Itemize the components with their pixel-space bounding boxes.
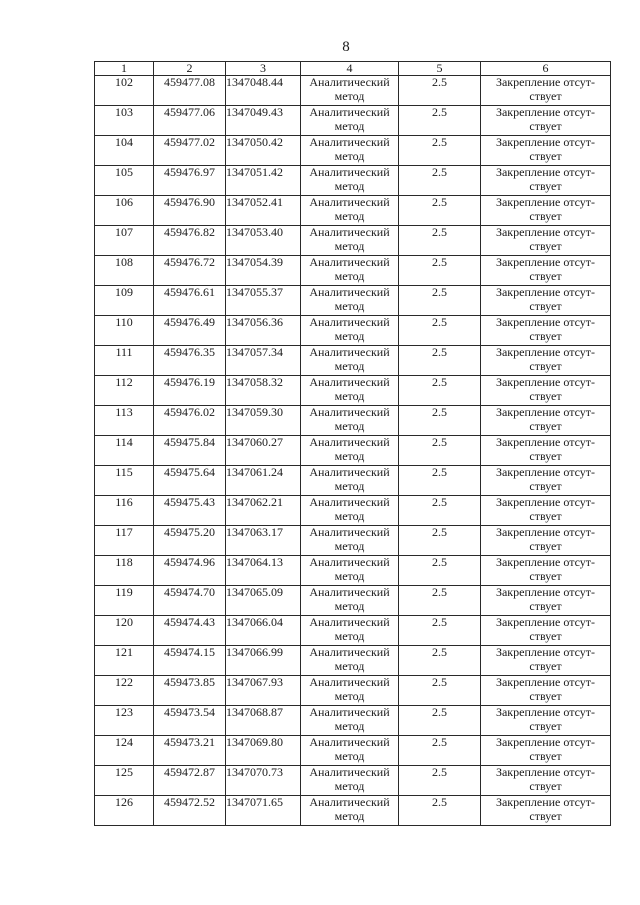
table-row bbox=[95, 136, 611, 166]
marking-cell: Закрепление отсут-ствует bbox=[481, 346, 611, 376]
point-number-cell: 104 bbox=[95, 136, 154, 166]
marking-cell: Закрепление отсут-ствует bbox=[481, 496, 611, 526]
x-coordinate-cell: 459476.97 bbox=[154, 166, 226, 196]
accuracy-cell: 2.5 bbox=[399, 256, 481, 286]
marking-cell: Закрепление отсут-ствует bbox=[481, 286, 611, 316]
method-cell: Аналитический метод bbox=[301, 346, 399, 376]
accuracy-cell: 2.5 bbox=[399, 436, 481, 466]
y-coordinate-cell: 1347058.32 bbox=[226, 376, 301, 406]
point-number-cell: 116 bbox=[95, 496, 154, 526]
method-cell: Аналитический метод bbox=[301, 586, 399, 616]
marking-cell: Закрепление отсут-ствует bbox=[481, 796, 611, 826]
x-coordinate-cell: 459476.19 bbox=[154, 376, 226, 406]
table-body bbox=[95, 76, 611, 826]
y-coordinate-cell: 1347068.87 bbox=[226, 706, 301, 736]
x-coordinate-cell: 459476.72 bbox=[154, 256, 226, 286]
point-number-cell: 119 bbox=[95, 586, 154, 616]
table-row bbox=[95, 106, 611, 136]
column-header: 5 bbox=[399, 62, 481, 76]
marking-cell: Закрепление отсут-ствует bbox=[481, 76, 611, 106]
table-row bbox=[95, 526, 611, 556]
x-coordinate-cell: 459476.02 bbox=[154, 406, 226, 436]
point-number-cell: 103 bbox=[95, 106, 154, 136]
table-row bbox=[95, 706, 611, 736]
y-coordinate-cell: 1347066.04 bbox=[226, 616, 301, 646]
marking-cell: Закрепление отсут-ствует bbox=[481, 766, 611, 796]
x-coordinate-cell: 459473.54 bbox=[154, 706, 226, 736]
page-number: 8 bbox=[342, 39, 350, 55]
table-row bbox=[95, 196, 611, 226]
table-row bbox=[95, 466, 611, 496]
point-number-cell: 109 bbox=[95, 286, 154, 316]
x-coordinate-cell: 459474.96 bbox=[154, 556, 226, 586]
accuracy-cell: 2.5 bbox=[399, 586, 481, 616]
x-coordinate-cell: 459476.82 bbox=[154, 226, 226, 256]
accuracy-cell: 2.5 bbox=[399, 706, 481, 736]
accuracy-cell: 2.5 bbox=[399, 376, 481, 406]
header-row bbox=[95, 62, 611, 76]
point-number-cell: 110 bbox=[95, 316, 154, 346]
method-cell: Аналитический метод bbox=[301, 766, 399, 796]
accuracy-cell: 2.5 bbox=[399, 496, 481, 526]
point-number-cell: 117 bbox=[95, 526, 154, 556]
y-coordinate-cell: 1347051.42 bbox=[226, 166, 301, 196]
table-row bbox=[95, 436, 611, 466]
point-number-cell: 118 bbox=[95, 556, 154, 586]
column-header: 1 bbox=[95, 62, 154, 76]
method-cell: Аналитический метод bbox=[301, 556, 399, 586]
accuracy-cell: 2.5 bbox=[399, 406, 481, 436]
accuracy-cell: 2.5 bbox=[399, 106, 481, 136]
accuracy-cell: 2.5 bbox=[399, 76, 481, 106]
method-cell: Аналитический метод bbox=[301, 226, 399, 256]
method-cell: Аналитический метод bbox=[301, 76, 399, 106]
x-coordinate-cell: 459473.85 bbox=[154, 676, 226, 706]
accuracy-cell: 2.5 bbox=[399, 286, 481, 316]
accuracy-cell: 2.5 bbox=[399, 196, 481, 226]
accuracy-cell: 2.5 bbox=[399, 796, 481, 826]
method-cell: Аналитический метод bbox=[301, 616, 399, 646]
accuracy-cell: 2.5 bbox=[399, 166, 481, 196]
method-cell: Аналитический метод bbox=[301, 466, 399, 496]
method-cell: Аналитический метод bbox=[301, 496, 399, 526]
marking-cell: Закрепление отсут-ствует bbox=[481, 646, 611, 676]
y-coordinate-cell: 1347061.24 bbox=[226, 466, 301, 496]
y-coordinate-cell: 1347071.65 bbox=[226, 796, 301, 826]
marking-cell: Закрепление отсут-ствует bbox=[481, 376, 611, 406]
marking-cell: Закрепление отсут-ствует bbox=[481, 466, 611, 496]
table-row bbox=[95, 376, 611, 406]
x-coordinate-cell: 459477.08 bbox=[154, 76, 226, 106]
table-row bbox=[95, 76, 611, 106]
point-number-cell: 114 bbox=[95, 436, 154, 466]
y-coordinate-cell: 1347070.73 bbox=[226, 766, 301, 796]
y-coordinate-cell: 1347055.37 bbox=[226, 286, 301, 316]
method-cell: Аналитический метод bbox=[301, 136, 399, 166]
table-row bbox=[95, 496, 611, 526]
point-number-cell: 113 bbox=[95, 406, 154, 436]
method-cell: Аналитический метод bbox=[301, 646, 399, 676]
point-number-cell: 123 bbox=[95, 706, 154, 736]
point-number-cell: 122 bbox=[95, 676, 154, 706]
x-coordinate-cell: 459476.61 bbox=[154, 286, 226, 316]
y-coordinate-cell: 1347059.30 bbox=[226, 406, 301, 436]
y-coordinate-cell: 1347052.41 bbox=[226, 196, 301, 226]
marking-cell: Закрепление отсут-ствует bbox=[481, 406, 611, 436]
point-number-cell: 107 bbox=[95, 226, 154, 256]
point-number-cell: 120 bbox=[95, 616, 154, 646]
table-row bbox=[95, 646, 611, 676]
y-coordinate-cell: 1347057.34 bbox=[226, 346, 301, 376]
accuracy-cell: 2.5 bbox=[399, 556, 481, 586]
marking-cell: Закрепление отсут-ствует bbox=[481, 196, 611, 226]
marking-cell: Закрепление отсут-ствует bbox=[481, 166, 611, 196]
marking-cell: Закрепление отсут-ствует bbox=[481, 676, 611, 706]
accuracy-cell: 2.5 bbox=[399, 646, 481, 676]
y-coordinate-cell: 1347066.99 bbox=[226, 646, 301, 676]
marking-cell: Закрепление отсут-ствует bbox=[481, 316, 611, 346]
accuracy-cell: 2.5 bbox=[399, 136, 481, 166]
y-coordinate-cell: 1347065.09 bbox=[226, 586, 301, 616]
column-header: 4 bbox=[301, 62, 399, 76]
x-coordinate-cell: 459473.21 bbox=[154, 736, 226, 766]
table-row bbox=[95, 676, 611, 706]
point-number-cell: 111 bbox=[95, 346, 154, 376]
x-coordinate-cell: 459475.43 bbox=[154, 496, 226, 526]
y-coordinate-cell: 1347048.44 bbox=[226, 76, 301, 106]
y-coordinate-cell: 1347053.40 bbox=[226, 226, 301, 256]
accuracy-cell: 2.5 bbox=[399, 346, 481, 376]
table-row bbox=[95, 346, 611, 376]
y-coordinate-cell: 1347064.13 bbox=[226, 556, 301, 586]
y-coordinate-cell: 1347067.93 bbox=[226, 676, 301, 706]
table-row bbox=[95, 256, 611, 286]
point-number-cell: 112 bbox=[95, 376, 154, 406]
y-coordinate-cell: 1347054.39 bbox=[226, 256, 301, 286]
accuracy-cell: 2.5 bbox=[399, 736, 481, 766]
point-number-cell: 105 bbox=[95, 166, 154, 196]
accuracy-cell: 2.5 bbox=[399, 616, 481, 646]
marking-cell: Закрепление отсут-ствует bbox=[481, 106, 611, 136]
method-cell: Аналитический метод bbox=[301, 286, 399, 316]
accuracy-cell: 2.5 bbox=[399, 316, 481, 346]
method-cell: Аналитический метод bbox=[301, 796, 399, 826]
accuracy-cell: 2.5 bbox=[399, 226, 481, 256]
marking-cell: Закрепление отсут-ствует bbox=[481, 736, 611, 766]
marking-cell: Закрепление отсут-ствует bbox=[481, 256, 611, 286]
method-cell: Аналитический метод bbox=[301, 196, 399, 226]
y-coordinate-cell: 1347063.17 bbox=[226, 526, 301, 556]
y-coordinate-cell: 1347056.36 bbox=[226, 316, 301, 346]
point-number-cell: 124 bbox=[95, 736, 154, 766]
method-cell: Аналитический метод bbox=[301, 376, 399, 406]
point-number-cell: 126 bbox=[95, 796, 154, 826]
method-cell: Аналитический метод bbox=[301, 736, 399, 766]
accuracy-cell: 2.5 bbox=[399, 526, 481, 556]
point-number-cell: 115 bbox=[95, 466, 154, 496]
accuracy-cell: 2.5 bbox=[399, 676, 481, 706]
table-row bbox=[95, 226, 611, 256]
table-row bbox=[95, 736, 611, 766]
marking-cell: Закрепление отсут-ствует bbox=[481, 706, 611, 736]
table-row bbox=[95, 796, 611, 826]
marking-cell: Закрепление отсут-ствует bbox=[481, 436, 611, 466]
point-number-cell: 102 bbox=[95, 76, 154, 106]
table-row bbox=[95, 616, 611, 646]
y-coordinate-cell: 1347050.42 bbox=[226, 136, 301, 166]
table-row bbox=[95, 556, 611, 586]
x-coordinate-cell: 459475.20 bbox=[154, 526, 226, 556]
x-coordinate-cell: 459476.90 bbox=[154, 196, 226, 226]
y-coordinate-cell: 1347062.21 bbox=[226, 496, 301, 526]
method-cell: Аналитический метод bbox=[301, 106, 399, 136]
table-row bbox=[95, 286, 611, 316]
column-header: 2 bbox=[154, 62, 226, 76]
x-coordinate-cell: 459476.49 bbox=[154, 316, 226, 346]
x-coordinate-cell: 459474.70 bbox=[154, 586, 226, 616]
accuracy-cell: 2.5 bbox=[399, 466, 481, 496]
method-cell: Аналитический метод bbox=[301, 436, 399, 466]
marking-cell: Закрепление отсут-ствует bbox=[481, 136, 611, 166]
table-row bbox=[95, 406, 611, 436]
x-coordinate-cell: 459477.06 bbox=[154, 106, 226, 136]
marking-cell: Закрепление отсут-ствует bbox=[481, 556, 611, 586]
x-coordinate-cell: 459474.43 bbox=[154, 616, 226, 646]
point-number-cell: 121 bbox=[95, 646, 154, 676]
method-cell: Аналитический метод bbox=[301, 166, 399, 196]
x-coordinate-cell: 459476.35 bbox=[154, 346, 226, 376]
table-row bbox=[95, 166, 611, 196]
point-number-cell: 108 bbox=[95, 256, 154, 286]
marking-cell: Закрепление отсут-ствует bbox=[481, 226, 611, 256]
x-coordinate-cell: 459475.64 bbox=[154, 466, 226, 496]
y-coordinate-cell: 1347060.27 bbox=[226, 436, 301, 466]
method-cell: Аналитический метод bbox=[301, 676, 399, 706]
x-coordinate-cell: 459475.84 bbox=[154, 436, 226, 466]
table-row bbox=[95, 766, 611, 796]
point-number-cell: 125 bbox=[95, 766, 154, 796]
x-coordinate-cell: 459472.87 bbox=[154, 766, 226, 796]
y-coordinate-cell: 1347049.43 bbox=[226, 106, 301, 136]
column-header: 3 bbox=[226, 62, 301, 76]
method-cell: Аналитический метод bbox=[301, 316, 399, 346]
table-row bbox=[95, 586, 611, 616]
point-number-cell: 106 bbox=[95, 196, 154, 226]
coordinates-table bbox=[94, 61, 611, 826]
marking-cell: Закрепление отсут-ствует bbox=[481, 616, 611, 646]
marking-cell: Закрепление отсут-ствует bbox=[481, 526, 611, 556]
x-coordinate-cell: 459472.52 bbox=[154, 796, 226, 826]
y-coordinate-cell: 1347069.80 bbox=[226, 736, 301, 766]
method-cell: Аналитический метод bbox=[301, 406, 399, 436]
column-header: 6 bbox=[481, 62, 611, 76]
x-coordinate-cell: 459474.15 bbox=[154, 646, 226, 676]
method-cell: Аналитический метод bbox=[301, 256, 399, 286]
method-cell: Аналитический метод bbox=[301, 526, 399, 556]
marking-cell: Закрепление отсут-ствует bbox=[481, 586, 611, 616]
accuracy-cell: 2.5 bbox=[399, 766, 481, 796]
x-coordinate-cell: 459477.02 bbox=[154, 136, 226, 166]
method-cell: Аналитический метод bbox=[301, 706, 399, 736]
table-row bbox=[95, 316, 611, 346]
